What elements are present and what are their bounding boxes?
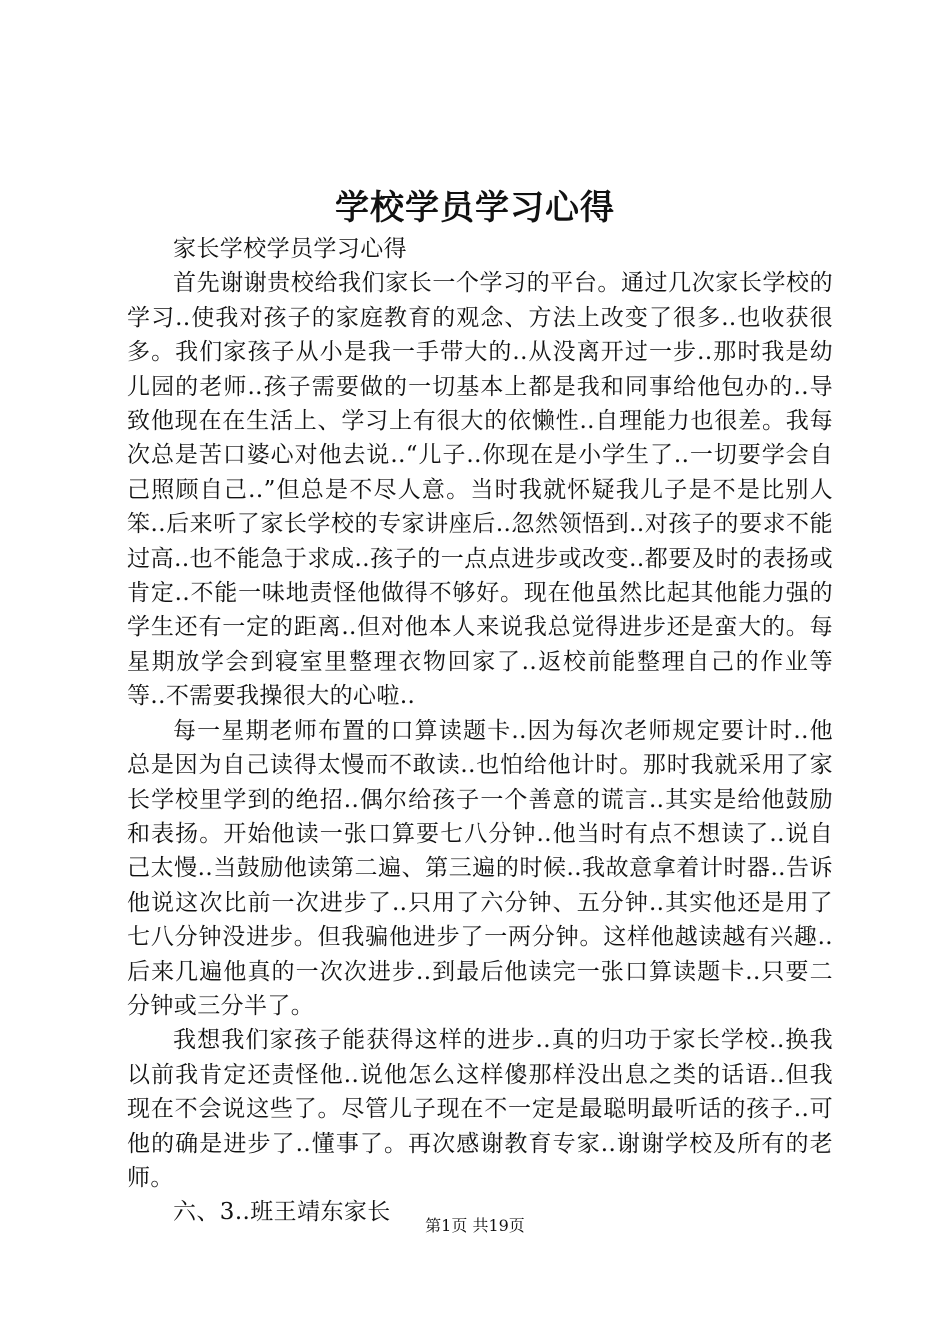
body-paragraph: 首先谢谢贵校给我们家长一个学习的平台。通过几次家长学校的学习..使我对孩子的家庭教育的观念、方法上改变了很多..也收获很多。我们家孩子从小是我一手带大的..从没离开过一步..那时我是幼儿园的老师..孩子需要做的一切基本上都是我和同事给他包办的..导致他现在在生活上、学习上有很大的依懒性..自理能力也很差。我每次总是苦口婆心对他去说..“儿子..你现在是小学生了..一切要学会自己照顾自己..”但总是不尽人意。当时我就怀疑我儿子是不是比别人笨..后来听了家长学校的专家讲座后..忽然领悟到..对孩子的要求不能过高..也不能急于求成..孩子的一点点进步或改变..都要及时的表扬或肯定..不能一味地责怪他做得不够好。现在他虽然比起其他能力强的学生还有一定的距离..但对他本人来说我总觉得进步还是蛮大的。每星期放学会到寝室里整理衣物回家了..返校前能整理自己的作业等等..不需要我操很大的心啦.. bbox=[127, 270, 833, 710]
subtitle-paragraph: 家长学校学员学习心得 bbox=[173, 236, 407, 262]
document-body bbox=[127, 232, 833, 1230]
body-paragraph: 我想我们家孩子能获得这样的进步..真的归功于家长学校..换我以前我肯定还责怪他..说他怎么这样傻那样没出息之类的话语..但我现在不会说这些了。尽管儿子现在不一定是最聪明最听话的孩子..可他的确是进步了..懂事了。再次感谢教育专家..谢谢学校及所有的老师。 bbox=[127, 1027, 833, 1191]
page-footer: 第1页 共19页 bbox=[425, 1216, 525, 1235]
document-title: 学校学员学习心得 bbox=[335, 188, 615, 228]
body-paragraph: 每一星期老师布置的口算读题卡..因为每次老师规定要计时..他总是因为自己读得太慢而不敢读..也怕给他计时。那时我就采用了家长学校里学到的绝招..偶尔给孩子一个善意的谎言..其实是给他鼓励和表扬。开始他读一张口算要七八分钟..他当时有点不想读了..说自己太慢..当鼓励他读第二遍、第三遍的时候..我故意拿着计时器..告诉他说这次比前一次进步了..只用了六分钟、五分钟..其实他还是用了七八分钟没进步。但我骗他进步了一两分钟。这样他越读越有兴趣..后来几遍他真的一次次进步..到最后他读完一张口算读题卡..只要二分钟或三分半了。 bbox=[127, 717, 833, 1019]
signature-paragraph: 六、3..班王靖东家长 bbox=[173, 1199, 391, 1226]
